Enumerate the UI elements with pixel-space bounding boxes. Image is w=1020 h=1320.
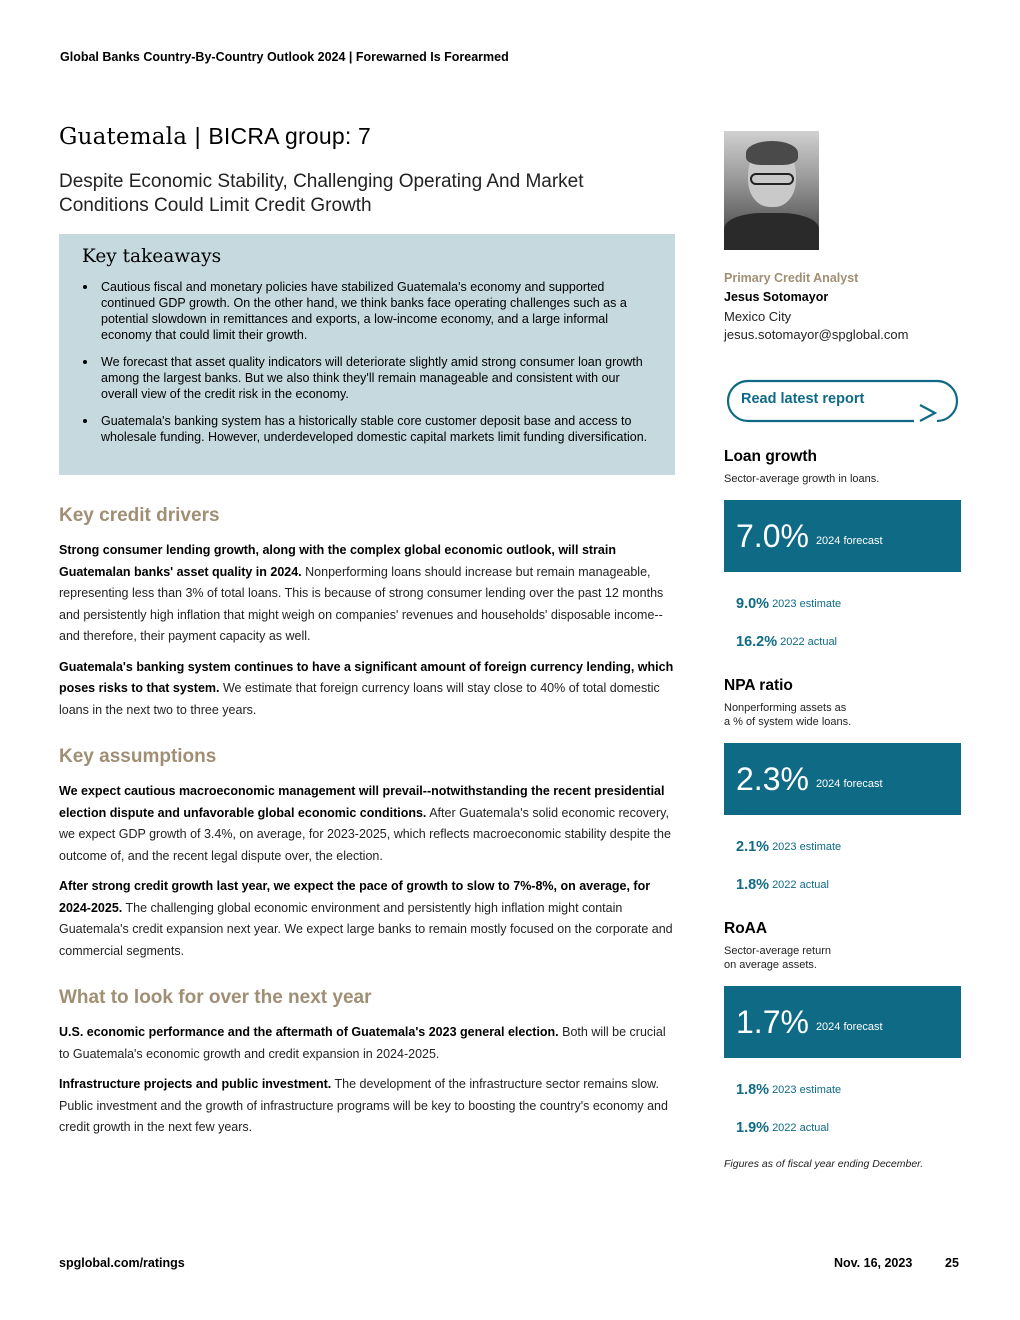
metric-forecast-box	[724, 986, 961, 1058]
metric-forecast-label: 2024 forecast	[815, 535, 883, 547]
page-title-group: BICRA group: 7	[208, 123, 371, 149]
metric-npa-ratio	[724, 677, 961, 904]
metric-actual-label: 2022 actual	[780, 636, 838, 648]
paragraph-body: Both will be crucial to Guatemala's economic growth and credit expansion in 2024-2025.	[59, 1025, 666, 1061]
metric-estimate-row	[724, 828, 961, 866]
metric-actual-value: 16.2%	[736, 634, 778, 650]
footer-url-link[interactable]: spglobal.com/ratings	[59, 1256, 185, 1270]
metric-roaa	[724, 920, 961, 1147]
paragraph-lead: Infrastructure projects and public investment.	[59, 1077, 332, 1091]
paragraph-body: The development of the infrastructure sector remains slow. Public investment and the growth of infrastructure programs will be key to boosting the country's economy and credit growth in the next few years.	[59, 1077, 668, 1134]
analyst-city: Mexico City	[724, 309, 792, 324]
metric-estimate-row	[724, 585, 961, 623]
key-takeaways-box	[59, 234, 675, 475]
metric-estimate-value: 2.1%	[736, 839, 770, 855]
read-latest-report-label: Read latest report	[741, 391, 865, 407]
sidebar	[724, 131, 961, 1170]
analyst-role: Primary Credit Analyst	[724, 271, 859, 285]
paragraph	[59, 657, 675, 722]
main-column	[59, 123, 675, 1148]
metric-forecast-label: 2024 forecast	[815, 778, 883, 790]
key-takeaways-heading: Key takeaways	[82, 246, 222, 267]
section-key-credit-drivers	[59, 505, 675, 721]
paragraph-lead: After strong credit growth last year, we expect the pace of growth to slow to 7%-8%, on average, for 2024-2025.	[59, 879, 651, 915]
metric-estimate-label: 2023 estimate	[772, 598, 842, 610]
metric-forecast-box	[724, 500, 961, 572]
metric-forecast-box	[724, 743, 961, 815]
footer-date: Nov. 16, 2023	[834, 1256, 913, 1270]
paragraph-lead: Guatemala's banking system continues to have a significant amount of foreign currency lending, which poses risks to that system.	[59, 659, 674, 695]
metric-description: Sector-average growth in loans.	[724, 473, 880, 485]
running-header: Global Banks Country-By-Country Outlook 2024 | Forewarned Is Forearmed	[60, 50, 509, 64]
read-latest-report-button[interactable]	[724, 378, 961, 426]
metric-estimate-value: 1.8%	[736, 1082, 770, 1098]
figures-note: Figures as of fiscal year ending December.	[724, 1158, 924, 1170]
key-takeaways-list	[82, 279, 653, 445]
analyst-name: Jesus Sotomayor	[724, 290, 829, 304]
metric-actual-row	[724, 623, 961, 661]
takeaway-item: Cautious fiscal and monetary policies have stabilized Guatemala's economy and supported continued GDP growth. On the other hand, we think banks face operating challenges such as a potential slowdown in remittances and exports, a low-income economy, and a large informal economy that could limit their growth.	[82, 279, 653, 343]
analyst-photo	[724, 131, 819, 250]
paragraph-lead: We expect cautious macroeconomic management will prevail--notwithstanding the recent presidential election dispute and unfavorable global economic conditions.	[59, 784, 665, 820]
section-what-to-look-for	[59, 987, 675, 1139]
metric-forecast-label: 2024 forecast	[815, 1021, 883, 1033]
paragraph-body: We estimate that foreign currency loans will stay close to 40% of total domestic loans in the next two to three years.	[59, 681, 660, 717]
metric-description: Sector-average return on average assets.	[724, 945, 831, 971]
metric-forecast-value: 7.0%	[736, 517, 809, 554]
metric-title: RoAA	[724, 920, 768, 937]
paragraph	[59, 781, 675, 867]
paragraph	[59, 540, 675, 648]
paragraph	[59, 1022, 675, 1065]
paragraph-body: The challenging global economic environment and persistently high inflation might contain Guatemala's credit expansion next year. We expect large banks to remain mostly focused on the corporate and commercial segments.	[59, 900, 673, 958]
metric-loan-growth	[724, 448, 961, 661]
takeaway-item: Guatemala's banking system has a historically stable core customer deposit base and access to wholesale funding. However, underdeveloped domestic capital markets limit funding diversification.	[82, 413, 653, 445]
section-heading: Key credit drivers	[59, 505, 220, 526]
takeaway-item: We forecast that asset quality indicators will deteriorate slightly amid strong consumer loan growth among the largest banks. But we also think they'll remain manageable and consistent with our overall view of the credit risk in the economy.	[82, 354, 653, 402]
metric-description: Nonperforming assets as a % of system wide loans.	[724, 702, 852, 728]
metric-estimate-label: 2023 estimate	[772, 841, 842, 853]
metric-forecast-value: 1.7%	[736, 1003, 809, 1040]
analyst-email-link[interactable]: jesus.sotomayor@spglobal.com	[724, 327, 909, 342]
paragraph	[59, 876, 675, 962]
metric-actual-row	[724, 1109, 961, 1147]
section-heading: Key assumptions	[59, 746, 217, 767]
section-key-assumptions	[59, 746, 675, 962]
paragraph-lead: U.S. economic performance and the aftermath of Guatemala's 2023 general election.	[59, 1025, 559, 1039]
metric-actual-row	[724, 866, 961, 904]
metric-actual-value: 1.9%	[736, 1120, 770, 1136]
paragraph-body: Nonperforming loans should increase but remain manageable, representing less than 3% of total loans. This is because of strong consumer lending over the past 12 months and persistently high inflation that might weigh on companies' revenues and households' disposable income--and therefore, their payment capacity as well.	[59, 564, 664, 643]
paragraph-body: After Guatemala's solid economic recovery, we expect GDP growth of 3.4%, on average, for 2023-2025, which reflects macroeconomic stability despite the outcome of, and the recent legal dispute over, the election.	[59, 805, 671, 863]
metric-title: NPA ratio	[724, 677, 793, 694]
page-subtitle: Despite Economic Stability, Challenging Operating And Market Conditions Could Limit Credit Growth	[59, 171, 584, 216]
metric-actual-label: 2022 actual	[772, 879, 829, 891]
page-title-country: Guatemala	[59, 124, 188, 150]
metric-actual-value: 1.8%	[736, 877, 770, 893]
metric-forecast-value: 2.3%	[736, 760, 809, 797]
metric-actual-label: 2022 actual	[772, 1122, 829, 1134]
metric-estimate-value: 9.0%	[736, 596, 770, 612]
metric-estimate-row	[724, 1071, 961, 1109]
footer-page-number: 25	[945, 1256, 959, 1270]
metric-estimate-label: 2023 estimate	[772, 1084, 842, 1096]
page-title	[59, 123, 675, 150]
paragraph-lead: Strong consumer lending growth, along with the complex global economic outlook, will strain Guatemalan banks' asset quality in 2024.	[59, 543, 616, 579]
page-title-separator: |	[194, 123, 201, 149]
paragraph	[59, 1074, 675, 1139]
metric-title: Loan growth	[724, 448, 817, 465]
section-heading: What to look for over the next year	[59, 987, 372, 1008]
